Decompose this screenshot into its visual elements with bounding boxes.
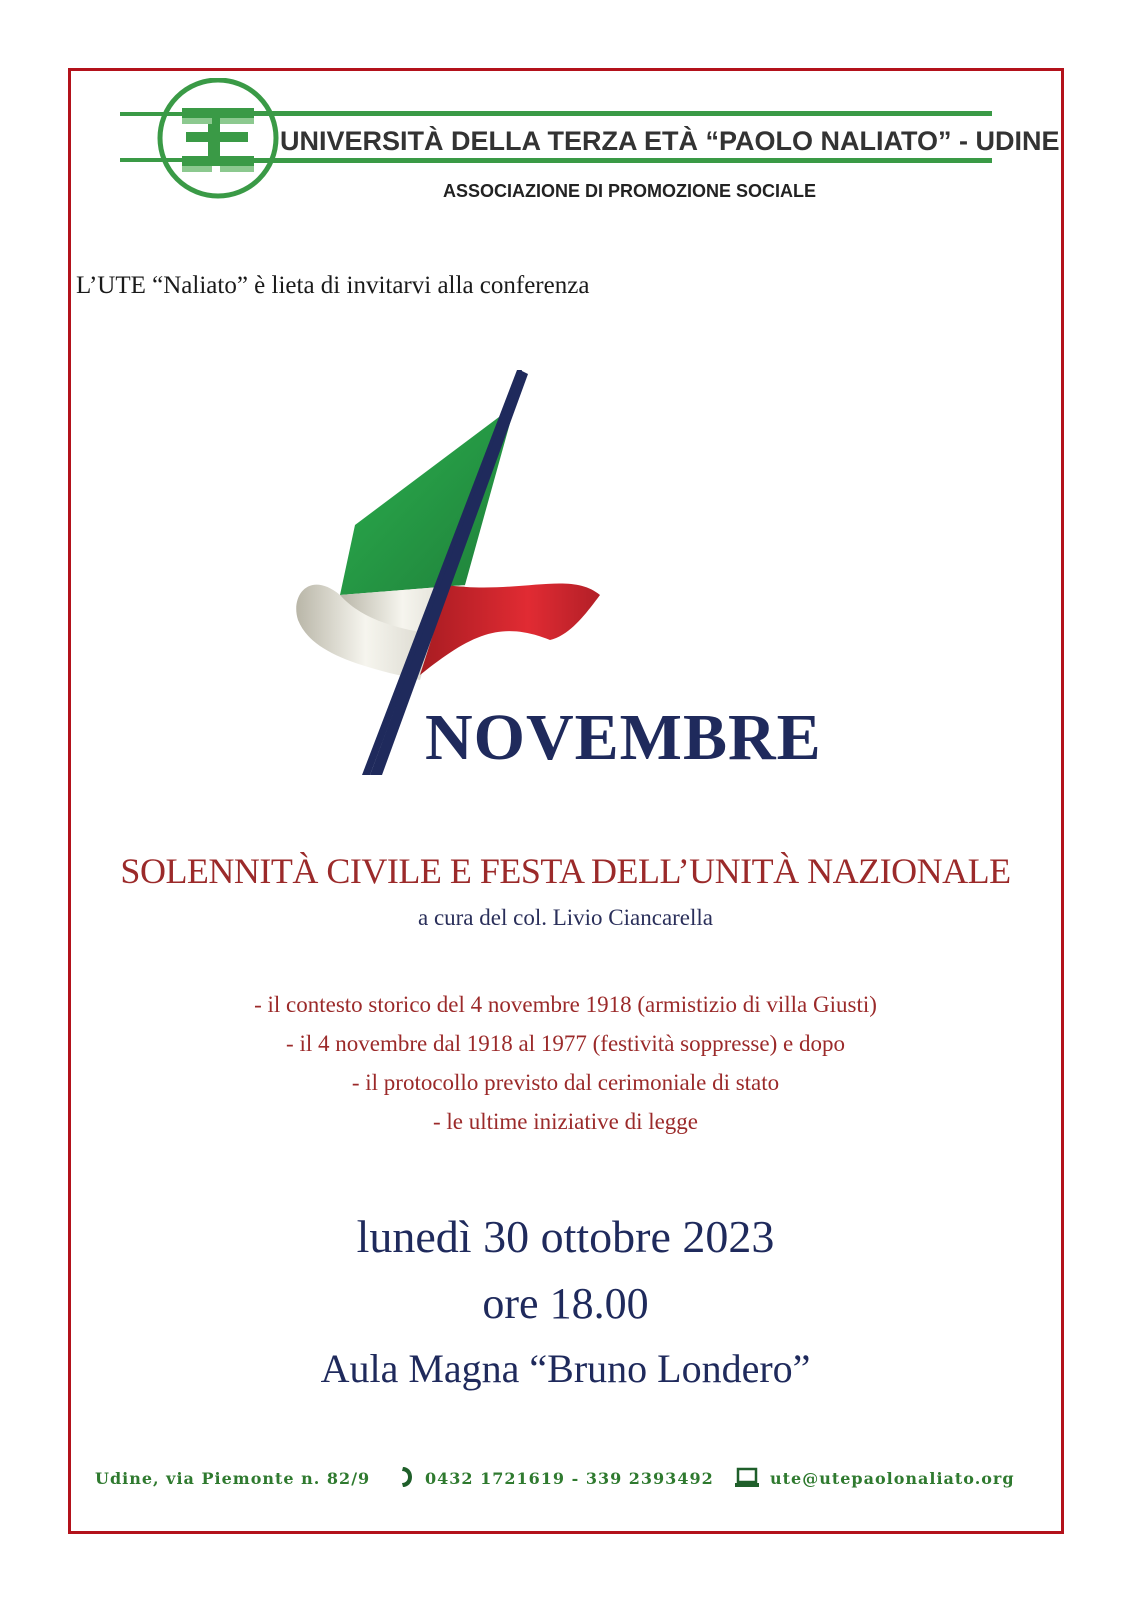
organization-name: UNIVERSITÀ DELLA TERZA ETÀ “PAOLO NALIATO” - UDINE	[280, 126, 1060, 156]
event-headline: SOLENNITÀ CIVILE E FESTA DELL’UNITÀ NAZIONALE	[120, 851, 1011, 891]
footer-email: ute@utepaolonaliato.org	[770, 1469, 1015, 1488]
footer-address: Udine, via Piemonte n. 82/9	[95, 1469, 371, 1488]
phone-icon	[400, 1465, 414, 1493]
invitation-intro: L’UTE “Naliato” è lieta di invitarvi alla conferenza	[76, 272, 590, 299]
computer-icon	[735, 1467, 759, 1493]
header	[120, 78, 1060, 208]
footer-phone: 0432 1721619 - 339 2393492	[425, 1469, 714, 1488]
curator-line: a cura del col. Livio Ciancarella	[417, 905, 714, 930]
emblem-word: NOVEMBRE	[425, 701, 822, 774]
footer	[95, 1465, 1035, 1495]
event-date: lunedì 30 ottobre 2023	[356, 1211, 775, 1262]
list-item: - il 4 novembre dal 1918 al 1977 (festività soppresse) e dopo	[286, 1031, 845, 1056]
list-item: - il protocollo previsto dal cerimoniale di stato	[351, 1070, 780, 1095]
list-item: - le ultime iniziative di legge	[432, 1109, 699, 1134]
event-time: ore 18.00	[482, 1279, 649, 1328]
list-item: - il contesto storico del 4 novembre 1918 (armistizio di villa Giusti)	[254, 992, 877, 1017]
topics-list	[0, 985, 1131, 1141]
event-venue: Aula Magna “Bruno Londero”	[320, 1346, 811, 1391]
four-november-emblem	[270, 370, 870, 790]
organization-subtitle: ASSOCIAZIONE DI PROMOZIONE SOCIALE	[443, 181, 817, 201]
